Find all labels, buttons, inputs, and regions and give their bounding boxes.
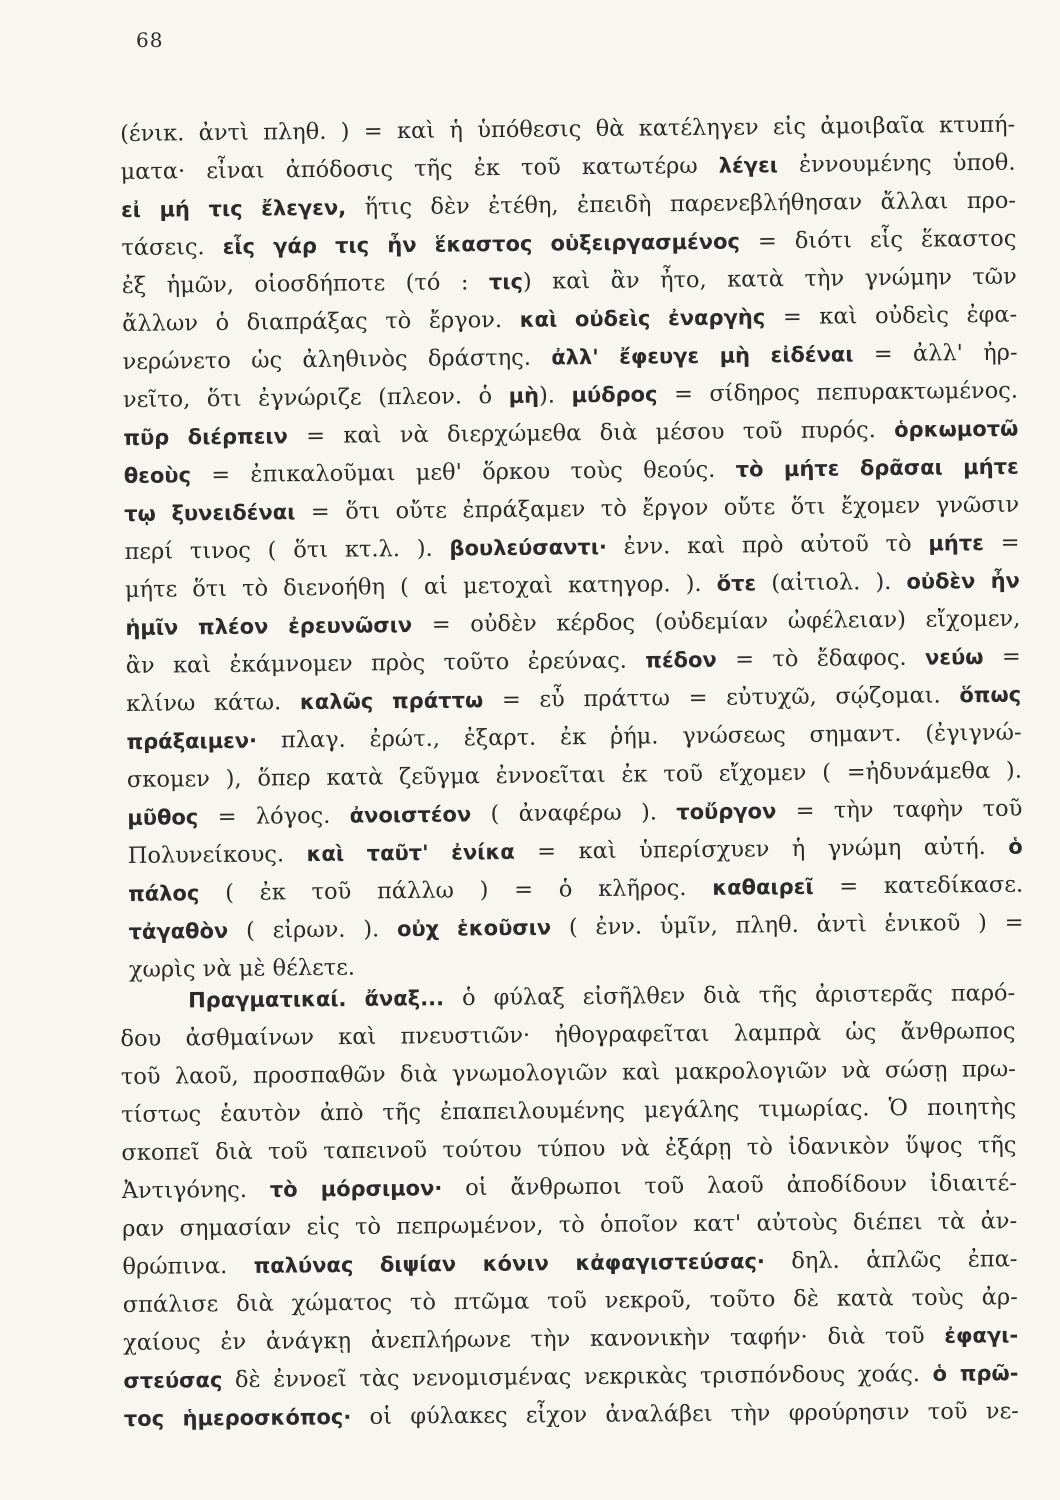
gloss-text: χωρὶς νὰ μὲ θέλετε. [128,954,356,983]
bold-lemma: Πραγματικαί. ἄναξ... [188,986,445,1013]
gloss-text: ). [538,382,572,409]
bold-lemma: καθαιρεῖ [712,874,814,900]
bold-lemma: μύδρος [571,382,658,408]
gloss-text: ( ἐνν. ὑμῖν, πληθ. ἀντὶ ἑνικοῦ ) = [551,909,1024,941]
bold-lemma: ἀλλ' ἔφευγε μὴ εἰδέναι [551,342,854,370]
gloss-text: περί τινος ( ὅτι κτ.λ. ). [124,535,450,565]
bold-lemma: ὁρκωμοτῶ [894,416,1019,442]
bold-lemma: τις [488,269,524,295]
gloss-text: = καὶ ὑπερίσχυεν ἡ γνώμη αὐτή. [514,833,1009,865]
gloss-text: ἐξ ἡμῶν, οἱοσδήποτε (τό : [121,269,490,299]
gloss-text: = καὶ οὐδεὶς ἐφα- [765,301,1018,331]
bold-lemma: τος ἡμεροσκόπος· [123,1404,352,1431]
gloss-text: ἐννουμένης ὑποθ. [777,149,1016,179]
bold-lemma: καὶ ταῦτ' ἐνίκα [306,839,515,867]
gloss-text: = ὅτι οὔτε ἐπράξαμεν τὸ ἔργον οὔτε ὅτι ἔχομεν γνῶσιν [295,491,1020,526]
gloss-text: = οὐδὲν κέρδος (οὐδεμίαν ὠφέλειαν) εἴχομεν, [412,605,1021,638]
bold-lemma: οὐχ ἑκοῦσιν [396,915,552,942]
gloss-text: οἱ ἄνθρωποι τοῦ λαοῦ ἀποδίδουν ἰδιαιτέ- [442,1170,1017,1202]
gloss-text: σκοπεῖ διὰ τοῦ ταπεινοῦ τούτου τύπου νὰ ἐξάρῃ τὸ ἰδανικὸν ὕψος τῆς [121,1132,1017,1166]
gloss-text: τοῦ λαοῦ, προσπαθῶν διὰ γνωμολογιῶν καὶ μακρολογιῶν νὰ σώσῃ πρω- [120,1056,1016,1090]
bold-lemma: τὸ μόρσιμον· [269,1176,443,1202]
bold-lemma: νεύω [924,644,984,670]
bold-lemma: πῦρ διέρπειν [123,424,288,450]
bold-lemma: ἐφαγι- [944,1323,1019,1348]
bold-lemma: μήτε [928,530,985,556]
gloss-text: τάσεις. [121,233,223,261]
bold-lemma: ἡμῖν πλέον ἐρευνῶσιν [125,612,413,640]
bold-lemma: καλῶς πράττω [299,688,484,715]
bold-lemma: μὴ [508,383,540,408]
gloss-text: ματα· εἶναι ἀπόδοσις τῆς ἐκ τοῦ κατωτέρω [120,152,719,185]
bold-lemma: εἰ μή τις ἔλεγεν, [120,195,347,222]
bold-lemma: στεύσας [123,1368,223,1393]
bold-lemma: ὅπως [959,682,1022,708]
gloss-text: ἥτις δὲν ἐτέθη, ἐπειδὴ παρενεβλήθησαν ἄλλαι προ- [346,187,1017,221]
gloss-text: = ἀλλ' ἠρ- [853,339,1018,368]
gloss-text: = σίδηρος πεπυρακτωμένος. [657,377,1019,408]
bold-lemma: μῦθος [127,805,199,830]
bold-lemma: θεοὺς [123,463,192,488]
page-number: 68 [136,28,164,52]
bold-lemma: πάλος [128,881,200,906]
commentary-paragraph-1 [120,106,1024,989]
gloss-text: νεῖτο, ὅτι ἐγνώριζε (πλεον. ὁ [122,382,509,413]
gloss-text: οἱ φύλακες εἶχον ἀναλάβει τὴν φρούρησιν τοῦ νε- [351,1398,1019,1430]
gloss-text: κλίνω κάτω. [126,689,301,717]
bold-lemma: τἀγαθὸν [128,918,229,944]
bold-lemma: τὸ μήτε δρᾶσαι μήτε [735,454,1019,482]
bold-lemma: εἷς γάρ τις ἦν ἕκαστος οὑξειργασμένος [222,229,741,259]
gloss-text: = τὸ ἔδαφος. [716,644,926,673]
gloss-text: ( ἀναφέρω ). [471,799,677,828]
bold-lemma: ὁ [1008,834,1023,859]
bold-lemma: ὅτε [716,571,757,596]
gloss-text: ) καὶ ἂν ἦτο, κατὰ τὴν γνώμην τῶν [522,263,1017,295]
gloss-text: = εὖ πράττω = εὐτυχῶ, σῴζομαι. [483,682,960,714]
gloss-text: μήτε ὅτι τὸ διενοήθη ( αἱ μετοχαὶ κατηγορ. ). [124,570,717,603]
gloss-text: = διότι εἷς ἕκαστος [739,225,1017,255]
gloss-text: ραν σημασίαν εἰς τὸ πεπρωμένον, τὸ ὁποῖον κατ' αὐτοὺς διέπει τὰ ἀν- [122,1208,1018,1242]
gloss-text: νερώνετο ὡς ἀληθινὸς δράστης. [122,344,552,375]
bold-lemma: παλύνας διψίαν κόνιν κἀφαγιστεύσας· [253,1249,766,1278]
gloss-text: Ἀντιγόνης. [121,1176,270,1204]
bold-lemma: πράξαιμεν· [126,728,258,754]
gloss-text: ἄλλων ὁ διαπράξας τὸ ἔργον. [122,306,520,337]
gloss-text: τίστως ἑαυτὸν ἀπὸ τῆς ἐπαπειλουμένης μεγάλης τιμωρίας. Ὁ ποιητὴς [121,1094,1017,1128]
gloss-text: δου ἀσθμαίνων καὶ πνευστιῶν· ἠθογραφεῖται λαμπρὰ ὡς ἄνθρωπος [120,1018,1016,1052]
bold-lemma: τῳ ξυνειδέναι [124,500,296,526]
gloss-text: Πολυνείκους. [127,841,307,869]
gloss-text: σπάλισε διὰ χώματος τὸ πτῶμα τοῦ νεκροῦ, τοῦτο δὲ κατὰ τοὺς ἀρ- [122,1284,1018,1318]
bold-lemma: καὶ οὐδεὶς ἐναργὴς [519,305,766,332]
bold-lemma: λέγει [718,153,779,178]
bold-lemma: βουλεύσαντι· [449,534,608,561]
gloss-text: πλαγ. ἐρώτ., ἐξαρτ. ἐκ ῥήμ. γνώσεως σημαντ. (ἐγιγνώ- [256,719,1022,754]
text-line [124,1392,1019,1438]
bold-lemma: οὐδὲν ἦν [906,568,1021,594]
gloss-text: = [983,643,1021,670]
gloss-text: θρώπινα. [122,1252,254,1280]
gloss-text: = [983,529,1020,556]
gloss-text: ( ἐκ τοῦ πάλλω ) = ὁ κλῆρος. [199,874,713,907]
gloss-text: = κατεδίκασε. [813,871,1024,900]
gloss-text: ἐνν. καὶ πρὸ αὐτοῦ τὸ [606,530,929,560]
gloss-text: ὁ φύλαξ εἰσῆλθεν διὰ τῆς ἀριστερᾶς παρό- [443,980,1016,1012]
gloss-text: ἂν καὶ ἐκάμνομεν πρὸς τοῦτο ἐρεύνας. [125,647,646,679]
gloss-text: (ένικ. ἀντὶ πληθ. ) = καὶ ἡ ὑπόθεσις θὰ κατέληγεν εἰς ἀμοιβαῖα κτυπή- [120,111,1016,147]
gloss-text: σκομεν ), ὅπερ κατὰ ζεῦγμα ἐννοεῖται ἐκ τοῦ εἴχομεν ( =ἠδυνάμεθα ). [126,757,1023,793]
gloss-text: χαίους ἐν ἀνάγκῃ ἀνεπλήρωνε τὴν κανονικὴν ταφήν· διὰ τοῦ [123,1322,945,1356]
commentary-paragraph-2 [120,974,1019,1438]
bold-lemma: ὁ πρῶ- [932,1361,1019,1386]
gloss-text: (αἰτιολ. ). [756,568,907,597]
bold-lemma: τοὔργον [676,799,777,825]
gloss-text: δηλ. ἁπλῶς ἐπα- [764,1246,1018,1275]
gloss-text: = τὴν ταφὴν τοῦ [776,795,1023,825]
gloss-text: δὲ ἐννοεῖ τὰς νενομισμένας νεκρικὰς τρισπόνδους χοάς. [222,1360,933,1394]
bold-lemma: ἀνοιστέον [349,802,472,828]
bold-lemma: πέδον [645,647,717,673]
gloss-text: = λόγος. [198,802,350,831]
gloss-text: = ἐπικαλοῦμαι μεθ' ὅρκου τοὺς θεούς. [190,456,736,489]
gloss-text: ( εἰρων. ). [228,916,398,944]
gloss-text: = καὶ νὰ διερχώμεθα διὰ μέσου τοῦ πυρός. [287,416,895,450]
